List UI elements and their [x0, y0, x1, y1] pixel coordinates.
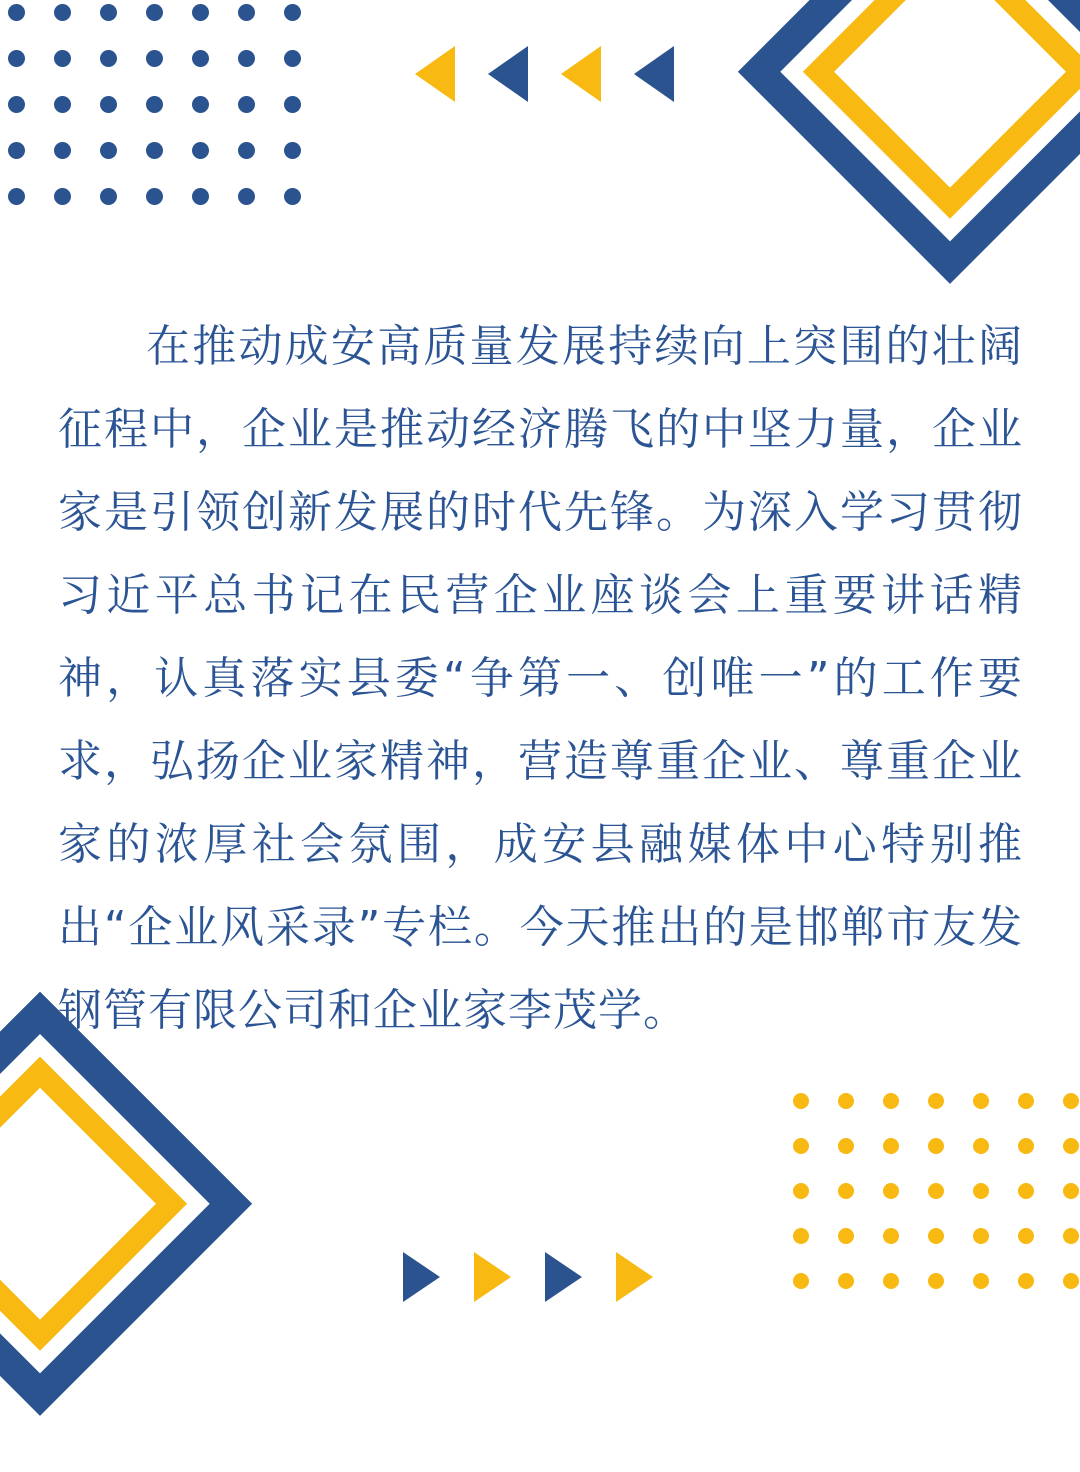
dot-grid-bottom-right — [793, 1093, 1080, 1318]
dot-icon — [883, 1228, 899, 1244]
dot-icon — [793, 1093, 809, 1109]
dot-icon — [793, 1138, 809, 1154]
dot-icon — [1018, 1228, 1034, 1244]
dot-icon — [54, 188, 71, 205]
dot-icon — [928, 1138, 944, 1154]
dot-icon — [100, 188, 117, 205]
right-triangle-icon — [403, 1252, 440, 1302]
dot-icon — [1063, 1138, 1079, 1154]
top-arrow-row — [415, 46, 674, 102]
dot-icon — [146, 188, 163, 205]
dot-icon — [838, 1138, 854, 1154]
left-triangle-icon — [561, 46, 601, 102]
dot-icon — [238, 96, 255, 113]
dot-icon — [100, 50, 117, 67]
dot-icon — [284, 188, 301, 205]
dot-icon — [793, 1273, 809, 1289]
dot-icon — [192, 4, 209, 21]
dot-icon — [238, 188, 255, 205]
dot-icon — [1063, 1273, 1079, 1289]
dot-icon — [883, 1183, 899, 1199]
dot-icon — [238, 142, 255, 159]
dot-icon — [838, 1093, 854, 1109]
left-triangle-icon — [634, 46, 674, 102]
top-right-corner-decoration — [710, 0, 1080, 340]
dot-icon — [192, 96, 209, 113]
dot-icon — [54, 4, 71, 21]
dot-icon — [284, 4, 301, 21]
dot-icon — [100, 142, 117, 159]
dot-icon — [928, 1183, 944, 1199]
dot-icon — [192, 142, 209, 159]
dot-icon — [1063, 1228, 1079, 1244]
dot-icon — [284, 50, 301, 67]
dot-icon — [8, 142, 25, 159]
dot-icon — [883, 1273, 899, 1289]
dot-icon — [146, 96, 163, 113]
dot-icon — [54, 96, 71, 113]
dot-icon — [1063, 1183, 1079, 1199]
dot-grid-top-left — [8, 4, 330, 234]
dot-icon — [100, 4, 117, 21]
dot-icon — [1018, 1138, 1034, 1154]
dot-icon — [238, 4, 255, 21]
dot-icon — [238, 50, 255, 67]
dot-icon — [973, 1183, 989, 1199]
dot-icon — [100, 96, 117, 113]
right-triangle-icon — [616, 1252, 653, 1302]
dot-icon — [883, 1138, 899, 1154]
dot-icon — [284, 142, 301, 159]
dot-icon — [973, 1273, 989, 1289]
dot-icon — [146, 142, 163, 159]
body-paragraph: 在推动成安高质量发展持续向上突围的壮阔征程中，企业是推动经济腾飞的中坚力量，企业家是引领创新发展的时代先锋。为深入学习贯彻习近平总书记在民营企业座谈会上重要讲话精神，认真落实县委“争第一、创唯一”的工作要求，弘扬企业家精神，营造尊重企业、尊重企业家的浓厚社会氛围，成安县融媒体中心特别推出“企业风采录”专栏。今天推出的是邯郸市友发钢管有限公司和企业家李茂学。 — [58, 321, 1023, 1036]
dot-icon — [793, 1183, 809, 1199]
dot-icon — [8, 96, 25, 113]
dot-icon — [838, 1183, 854, 1199]
dot-icon — [54, 50, 71, 67]
dot-icon — [146, 50, 163, 67]
right-triangle-icon — [474, 1252, 511, 1302]
dot-icon — [838, 1273, 854, 1289]
dot-icon — [284, 96, 301, 113]
dot-icon — [928, 1228, 944, 1244]
dot-icon — [1018, 1093, 1034, 1109]
dot-icon — [8, 188, 25, 205]
bottom-left-corner-decoration — [0, 992, 280, 1472]
dot-icon — [1018, 1273, 1034, 1289]
dot-icon — [146, 4, 163, 21]
dot-icon — [928, 1273, 944, 1289]
left-triangle-icon — [488, 46, 528, 102]
dot-icon — [192, 50, 209, 67]
left-triangle-icon — [415, 46, 455, 102]
dot-icon — [973, 1093, 989, 1109]
dot-icon — [973, 1138, 989, 1154]
dot-icon — [192, 188, 209, 205]
dot-icon — [8, 4, 25, 21]
bottom-arrow-row — [403, 1252, 653, 1302]
dot-icon — [1063, 1093, 1079, 1109]
dot-icon — [838, 1228, 854, 1244]
right-triangle-icon — [545, 1252, 582, 1302]
dot-icon — [793, 1228, 809, 1244]
dot-icon — [973, 1228, 989, 1244]
dot-icon — [54, 142, 71, 159]
dot-icon — [8, 50, 25, 67]
dot-icon — [1018, 1183, 1034, 1199]
dot-icon — [928, 1093, 944, 1109]
dot-icon — [883, 1093, 899, 1109]
